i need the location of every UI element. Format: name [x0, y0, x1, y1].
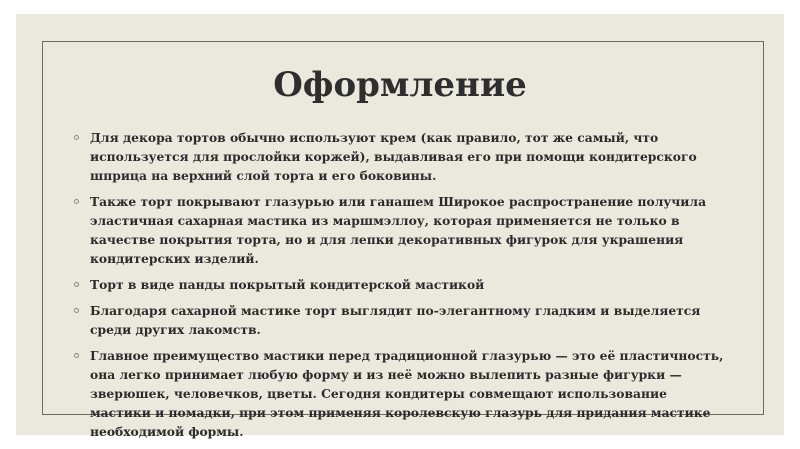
- bullet-text: Также торт покрывают глазурью или ганашем Широкое распространение получила эластичная сахарная мастика из маршмэллоу, которая применяется не только в качестве покрытия торта, но и для лепки декоративных фигурок для украшения кондитерских изделий.: [90, 194, 707, 266]
- bullet-list: [72, 128, 732, 448]
- bullet-text: Главное преимущество мастики перед традиционной глазурью — это её пластичность, она легко принимает любую форму и из неё можно вылепить разные фигурки — зверюшек, человечков, цветы. Сегодня кондитеры совмещают использование мастики и помадки, при этом применяя королевскую глазурь для придания мастике необходимой формы.: [90, 348, 724, 439]
- bullet-circle-icon: [74, 282, 79, 287]
- bullet-circle-icon: [74, 135, 79, 140]
- bullet-circle-icon: [74, 353, 79, 358]
- slide: [16, 14, 784, 439]
- bullet-circle-icon: [74, 199, 79, 204]
- slide-title: Оформление: [273, 65, 527, 105]
- bullet-text: Благодаря сахарной мастике торт выглядит по-элегантному гладким и выделяется среди других лакомств.: [90, 303, 701, 337]
- bullet-item: [72, 128, 732, 185]
- bullet-text: Для декора тортов обычно используют крем (как правило, тот же самый, что используется для прослойки коржей), выдавливая его при помощи кондитерского шприца на верхний слой торта и его боковины.: [90, 130, 697, 183]
- bullet-text: Торт в виде панды покрытый кондитерской мастикой: [90, 277, 485, 292]
- bullet-item: [72, 192, 732, 268]
- bullet-circle-icon: [74, 308, 79, 313]
- bullet-item: [72, 275, 732, 294]
- bullet-item: [72, 346, 732, 441]
- bullet-item: [72, 301, 732, 339]
